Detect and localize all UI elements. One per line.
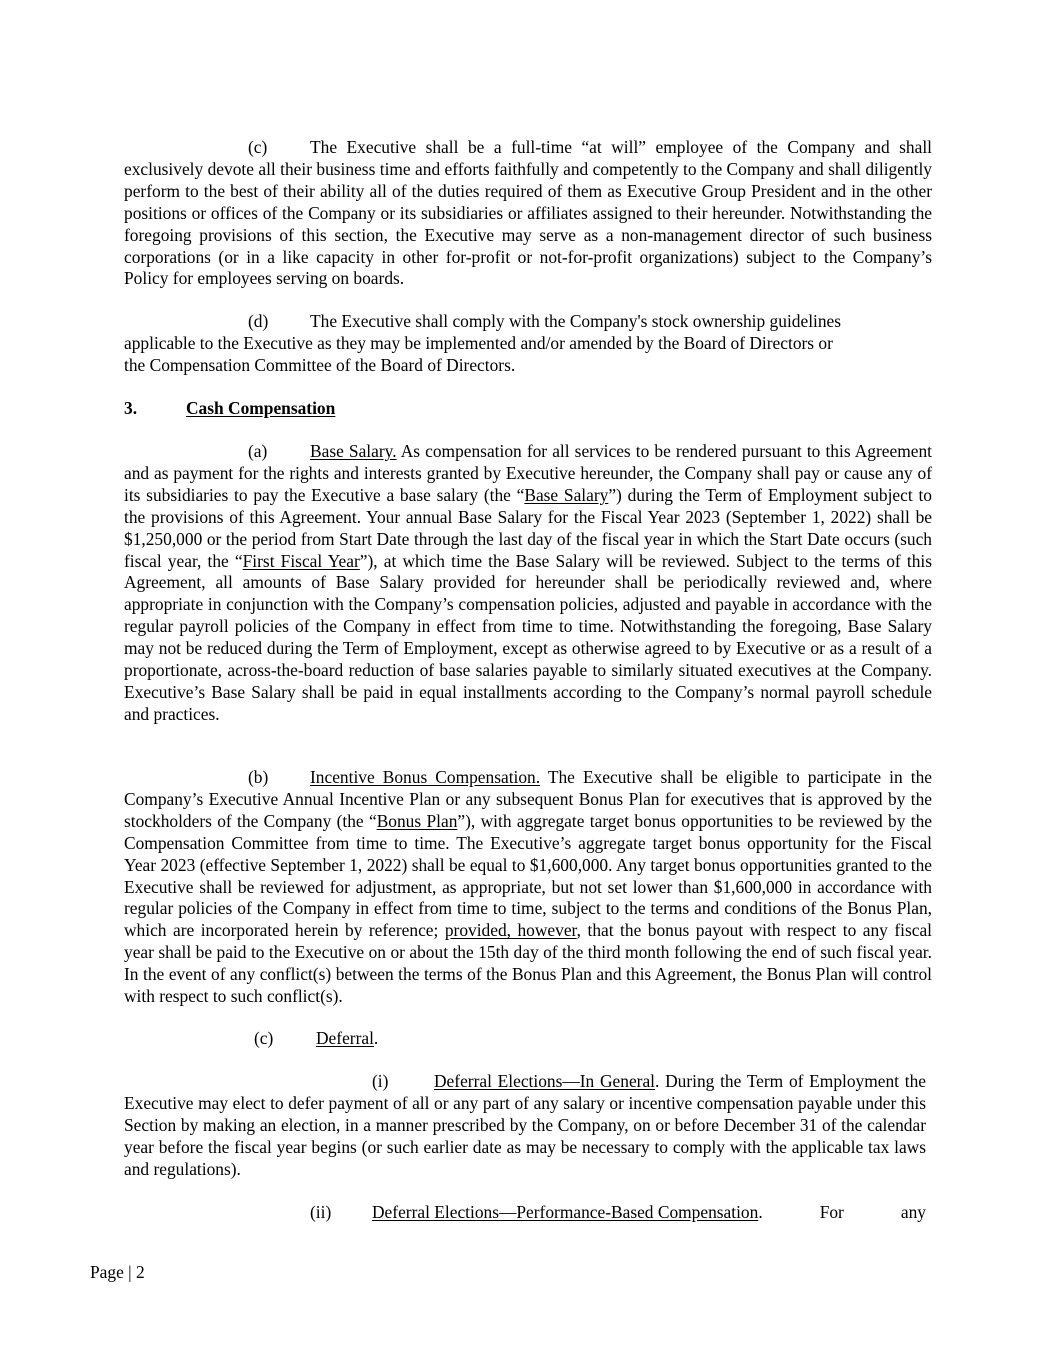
bonus-title: Incentive Bonus Compensation. [310, 767, 541, 787]
deferral-i-text: . During the Term of Employment the Executive may elect to defer payment of all or any part of any salary or incentive compensation payable under this Section by making an election, in a manner prescribed by the Company, on or before December 31 of the calendar year before the fiscal year begins (or such earlier date as may be necessary to comply with the applicable tax laws and regulations). [124, 1071, 926, 1179]
section-3-number: 3. [124, 398, 138, 418]
paragraph-d-label: (d) [248, 311, 269, 331]
deferral-ii-label: (ii) [310, 1202, 332, 1222]
paragraph-base-salary [124, 441, 932, 726]
page-number-footer: Page | 2 [90, 1262, 145, 1282]
deferral-label: (c) [254, 1028, 274, 1048]
base-salary-label: (a) [248, 441, 268, 461]
proviso-provided-however: provided, however [444, 920, 577, 941]
defined-term-base-salary: Base Salary [524, 484, 609, 505]
defined-term-first-fiscal-year: First Fiscal Year [242, 550, 360, 571]
deferral-ii-title [372, 1202, 758, 1222]
bonus-text-1: The Executive shall be eligible to participate in the Company’s Executive Annual Incentive Plan or any subsequent Bonus Plan for executives that is approved by the stockholders of the Company (the “ [124, 767, 932, 831]
base-salary-text-3: ”), at which time the Base Salary will be reviewed. Subject to the terms of this Agreement, all amounts of Base Salary provided for hereunder shall be periodically reviewed and, where appropriate in conjunction with the Company’s compensation policies, adjusted and payable in accordance with the regular payroll policies of the Company in effect from time to time. Notwithstanding the foregoing, Base Salary may not be reduced during the Term of Employment, except as otherwise agreed to by Executive or as a result of a proportionate, across-the-board reduction of base salaries payable to similarly situated executives at the Company. Executive’s Base Salary shall be paid in equal installments according to the Company’s normal payroll schedule and practices. [124, 550, 932, 724]
base-salary-title: Base Salary. [310, 441, 397, 461]
deferral-i-label: (i) [372, 1071, 389, 1091]
deferral-ii-title-text: Deferral Elections—Performance-Based Compensation [372, 1202, 759, 1222]
paragraph-d-line2: applicable to the Executive as they may be implemented and/or amended by the Board of Directors or [124, 332, 833, 353]
paragraph-c-text: The Executive shall be a full-time “at will” employee of the Company and shall exclusively devote all their business time and efforts faithfully and competently to the Company and shall diligently perform to the best of their ability all of the duties required of them as Executive Group President and in the other positions or offices of the Company or its subsidiaries or affiliates assigned to their hereunder. Notwithstanding the foregoing provisions of this section, the Executive may serve as a non-management director of such business corporations (or in a like capacity in other for-profit or not-for-profit organizations) subject to the Company’s Policy for employees serving on boards. [124, 137, 932, 289]
defined-term-bonus-plan: Bonus Plan [376, 810, 458, 831]
paragraph-c-label: (c) [248, 137, 268, 157]
base-salary-text-2: ”) during the Term of Employment subject to the provisions of this Agreement. Your annual Base Salary for the Fiscal Year 2023 (September 1, 2022) shall be $1,250,000 or the period from Start Date through the last day of the fiscal year in which the Start Date occurs (such fiscal year, the “ [124, 484, 932, 571]
paragraph-deferral [124, 1028, 932, 1050]
deferral-ii-word-for: For [819, 1202, 844, 1222]
paragraph-c [124, 137, 932, 290]
paragraph-d [124, 311, 932, 377]
deferral-period: . [373, 1028, 379, 1048]
deferral-title: Deferral [316, 1028, 374, 1048]
bonus-text-2: ”), with aggregate target bonus opportunities to be reviewed by the Compensation Committee from time to time. The Executive’s aggregate target bonus opportunity for the Fiscal Year 2023 (effective September 1, 2022) shall be equal to $1,600,000. Any target bonus opportunities granted to the Executive shall be reviewed for adjustment, as appropriate, but not set lower than $1,600,000 in accordance with regular policies of the Company in effect from time to time, subject to the terms and conditions of the Bonus Plan, which are incorporated herein by reference; [124, 810, 933, 941]
bonus-label: (b) [248, 767, 269, 787]
paragraph-deferral-ii [310, 1202, 926, 1224]
deferral-i-title: Deferral Elections—In General [434, 1071, 656, 1091]
paragraph-bonus [124, 767, 932, 1008]
paragraph-deferral-i [124, 1071, 926, 1181]
paragraph-d-line1: The Executive shall comply with the Company's stock ownership guidelines [310, 311, 842, 331]
bonus-text-3: , that the bonus payout with respect to any fiscal year shall be paid to the Executive on or about the 15th day of the third month following the end of such fiscal year. In the event of any conflict(s) between the terms of the Bonus Plan and this Agreement, the Bonus Plan will control with respect to such conflict(s). [124, 920, 932, 1007]
section-3-title: Cash Compensation [186, 398, 336, 418]
base-salary-text-1: As compensation for all services to be rendered pursuant to this Agreement and as payment for the rights and interests granted by Executive hereunder, the Company shall pay or cause any of its subsidiaries to pay the Executive a base salary (the “ [124, 441, 932, 505]
deferral-ii-word-any: any [900, 1202, 926, 1222]
deferral-ii-period: . [758, 1202, 763, 1222]
section-3-heading [124, 398, 932, 420]
paragraph-d-line3: the Compensation Committee of the Board of Directors. [124, 354, 516, 375]
